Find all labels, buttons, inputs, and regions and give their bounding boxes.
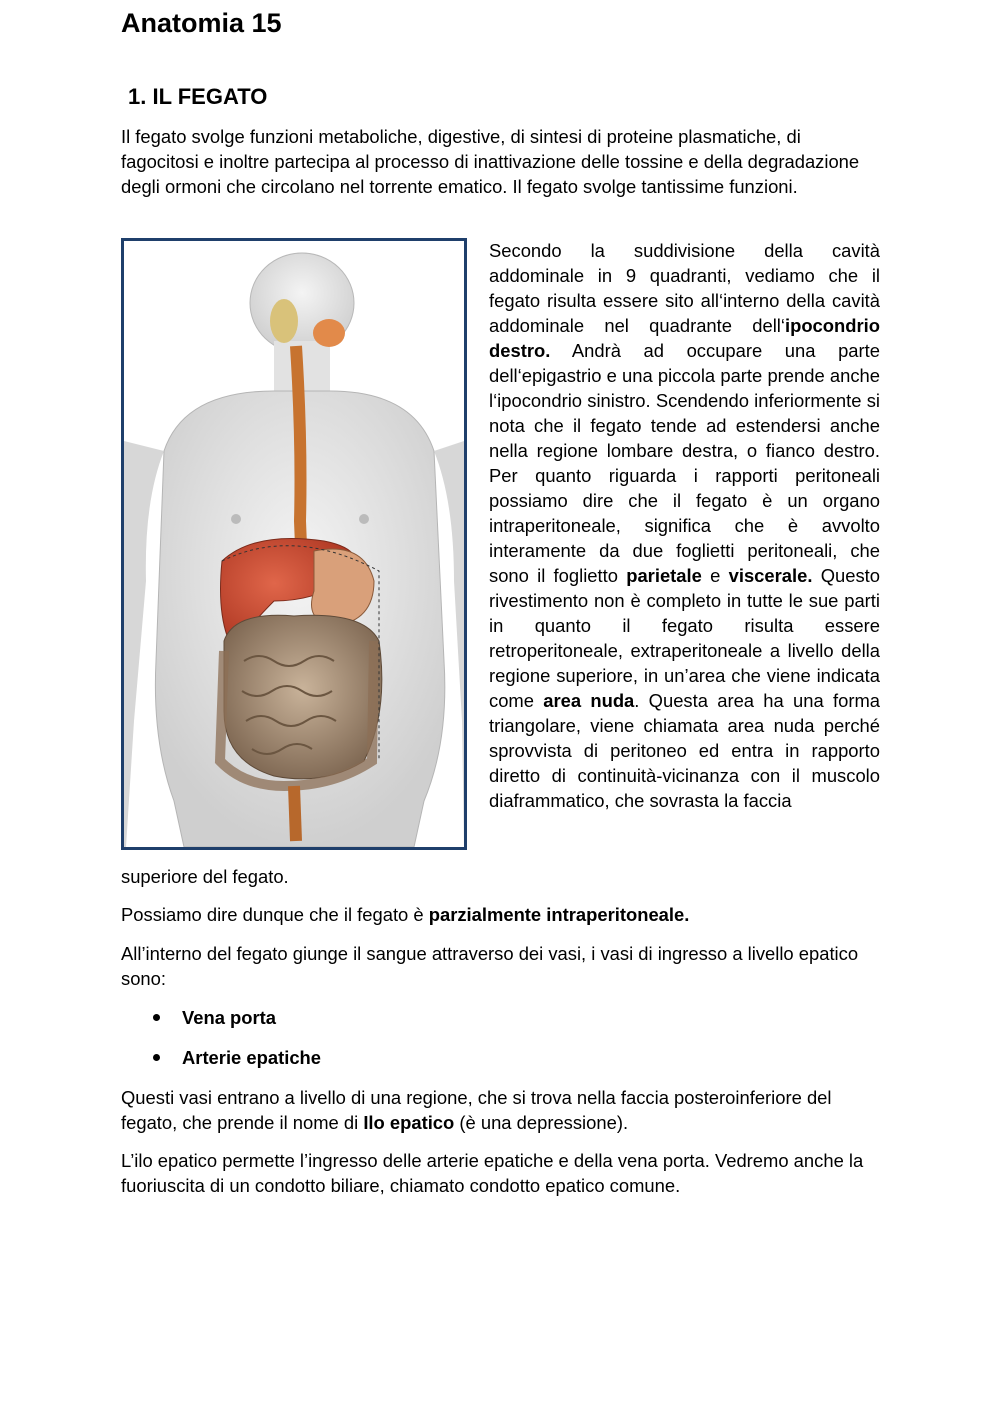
text-span: . Questa area ha una forma triangolare, viene chiamata area nuda perché sprovvista di peritoneo ed entra in rapporto diretto di continuità-vicinanza con il muscolo diaframmatico, che sovrasta la faccia	[489, 690, 880, 811]
list-item-label: Arterie epatiche	[182, 1047, 322, 1068]
bullet-icon	[153, 1054, 160, 1061]
bold-term-ilo-epatico: Ilo epatico	[363, 1112, 455, 1133]
bold-term-area-nuda: area nuda	[543, 690, 635, 711]
document-title: Anatomia 15	[121, 8, 282, 38]
paragraph-continuation: superiore del fegato.	[121, 866, 289, 887]
anatomy-illustration	[121, 238, 467, 850]
text-span: Possiamo dire dunque che il fegato è	[121, 904, 429, 925]
bold-term-parzialmente: parzialmente intraperitoneale.	[428, 904, 690, 925]
text-span: Andrà ad occupare una parte dell‘epigastrio e una piccola parte prende anche l‘ipocondrio sinistro. Scendendo inferiormente si nota che il fegato tende ad estendersi anche nella regione lombare destra, o fianco destro. Per quanto riguarda i rapporti peritoneali possiamo dire che il fegato è un organo intraperitoneale, significa che è avvolto interamente da due foglietti peritoneali, che sono il foglietto	[489, 340, 880, 586]
vessel-list	[121, 1005, 321, 1085]
ilo-function-paragraph: L’ilo epatico permette l’ingresso delle arterie epatiche e della vena porta. Vedremo anche la fuoriuscita di un condotto biliare, chiamato condotto epatico comune.	[121, 1150, 864, 1196]
list-item	[121, 1045, 321, 1070]
section-heading: 1. IL FEGATO	[128, 84, 268, 109]
bold-term-viscerale: viscerale.	[728, 565, 813, 586]
vessels-intro-paragraph: All’interno del fegato giunge il sangue attraverso dei vasi, i vasi di ingresso a livello epatico sono:	[121, 943, 859, 989]
list-item-label: Vena porta	[182, 1007, 277, 1028]
text-span: Questo rivestimento non è completo in tutte le sue parti in quanto il fegato risulta essere retroperitoneale, extraperitoneale a livello della regione superiore, in un’area che viene indicata come	[489, 565, 881, 711]
text-span: e	[701, 565, 729, 586]
bullet-icon	[153, 1014, 160, 1021]
text-span: Secondo la suddivisione della cavità addominale in 9 quadranti, vediamo che il fegato risulta essere sito all‘interno della cavità addominale nel quadrante dell‘	[489, 240, 880, 336]
bold-term-parietale: parietale	[626, 565, 702, 586]
intraperitoneal-paragraph	[121, 902, 881, 927]
text-span: Questi vasi entrano a livello di una regione, che si trova nella faccia posteroinferiore del fegato, che prende il nome di	[121, 1087, 832, 1133]
text-span: (è una depressione).	[454, 1112, 629, 1133]
intro-paragraph: Il fegato svolge funzioni metaboliche, digestive, di sintesi di proteine plasmatiche, di fagocitosi e inoltre partecipa al processo di inattivazione delle tossine e della degradazione degli ormoni che circolano nel torrente ematico. Il fegato svolge tantissime funzioni.	[121, 126, 860, 197]
liver-location-paragraph	[489, 238, 880, 813]
list-item	[121, 1005, 321, 1030]
bold-term-ipocondrio: ipocondrio destro.	[489, 315, 880, 361]
ilo-paragraph	[121, 1085, 881, 1135]
